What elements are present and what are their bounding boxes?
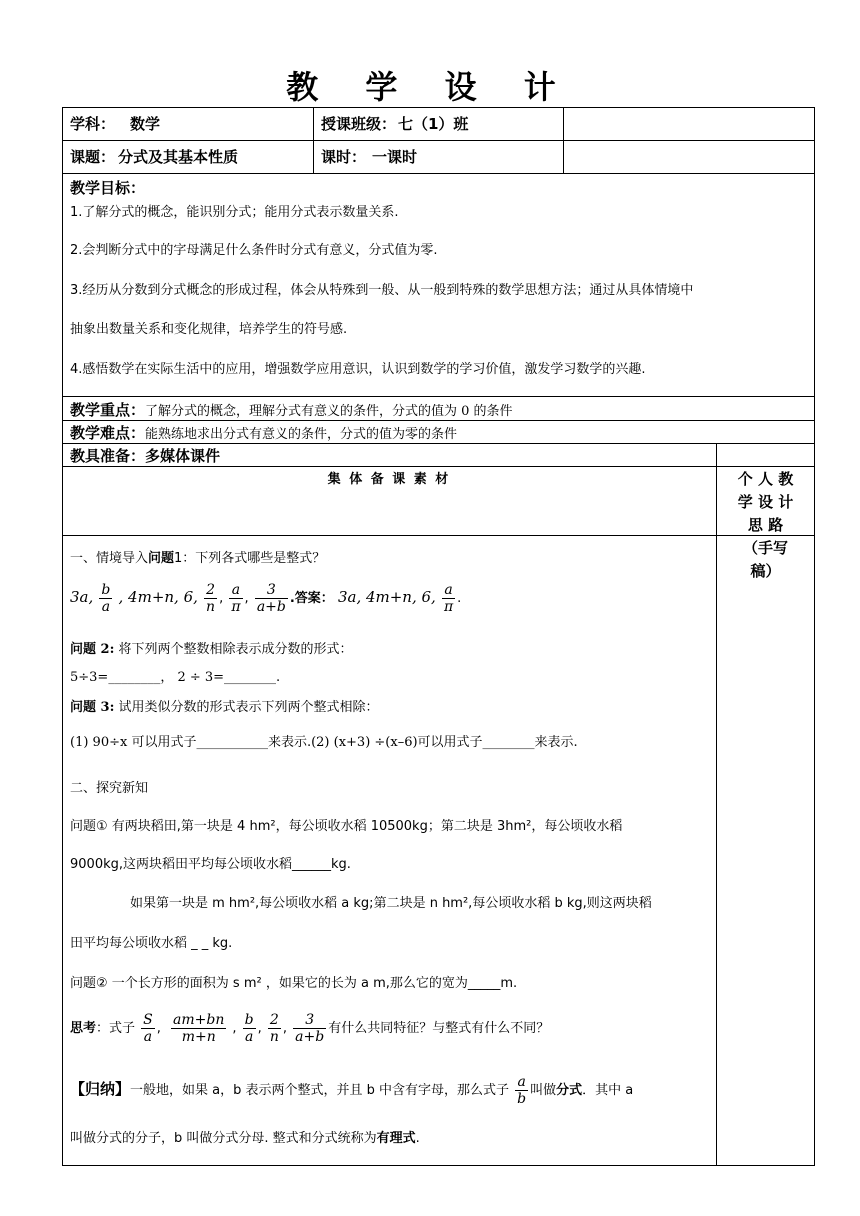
row-divider [62, 466, 815, 467]
class-label: 授课班级： [321, 115, 397, 133]
key-points-label: 教学重点： [70, 401, 146, 419]
fraction: $\frac{a}{b}$ [517, 1074, 527, 1107]
fraction: $\frac{3}{a+b}$ [295, 1012, 325, 1045]
fraction: $\frac{2}{n}$ [206, 582, 216, 615]
difficulties-value: 能熟练地求出分式有意义的条件，分式的值为零的条件 [145, 427, 458, 442]
col-divider [313, 107, 314, 173]
summary-text: ．其中 a [582, 1083, 634, 1098]
key-points-value: 了解分式的概念，理解分式有意义的条件，分式的值为 0 的条件 [145, 404, 513, 419]
summary-text: 叫做 [530, 1083, 557, 1098]
objective-item: 1.了解分式的概念，能识别分式；能用分式表示数量关系. [70, 205, 399, 220]
q1-expression-line: 3a, $\frac{b}{a}$ , 4m+n, 6, $\frac{2}{n}$ , $\frac{a}{\pi}$ , $\frac{3}{a+b}$ .答案： 3a, 4m+n, 6, $\frac{a}{\pi}$ . [70, 582, 462, 615]
row-divider [62, 443, 815, 444]
think-line: 思考：式子 $\frac{S}{a}$ , $\frac{am+bn}{m+n}$ , $\frac{b}{a}$ , $\frac{2}{n}$ , $\frac{3}{a+b}$ 有什么共同特征？与整式有什么不同？ [70, 1012, 550, 1045]
objectives-heading: 教学目标： [70, 179, 146, 197]
question-text: 试用类似分数的形式表示下列两个整式相除： [118, 700, 379, 715]
row-divider [62, 140, 815, 141]
question-text: 将下列两个整数相除表示成分数的形式： [118, 642, 353, 657]
key-points-row [70, 401, 513, 420]
question-2 [70, 642, 353, 658]
summary-term: 分式 [556, 1083, 583, 1098]
materials-value: 多媒体课件 [145, 447, 221, 465]
problem-1-text: 如果第一块是 m hm²,每公顷收水稻 a kg;第二块是 n hm²,每公顷收水稻 b kg,则这两块稻 [130, 896, 652, 911]
fraction: $\frac{a}{\pi}$ [443, 582, 454, 615]
hours-label: 课时： [321, 148, 367, 166]
problem-1-text: 9000kg,这两块稻田平均每公顷收水稻______kg. [70, 857, 351, 872]
difficulties-label: 教学难点： [70, 424, 146, 442]
fraction: $\frac{b}{a}$ [101, 582, 111, 615]
fraction: $\frac{3}{a+b}$ [256, 582, 286, 615]
side-note-line: 稿） [750, 562, 781, 580]
side-heading-line: 学 设 计 [737, 493, 794, 511]
side-heading-line: 个 人 教 [737, 470, 794, 488]
intro-question-1 [70, 551, 325, 567]
summary-line-1 [70, 1074, 633, 1107]
row-divider [62, 173, 815, 174]
answer-label: .答案： [289, 591, 334, 606]
objective-item: 4.感悟数学在实际生活中的应用，增强数学应用意识，认识到数学的学习价值，激发学习数学的兴趣. [70, 362, 646, 377]
row-divider [62, 396, 815, 397]
question-text: 1：下列各式哪些是整式？ [174, 551, 326, 566]
fraction: $\frac{am+bn}{m+n}$ [173, 1012, 225, 1045]
objective-item: 3.经历从分数到分式概念的形成过程，体会从特殊到一般、从一般到特殊的数学思想方法；通过从具体情境中 [70, 283, 694, 298]
problem-1-text: 田平均每公顷收水稻 _ _ kg. [70, 936, 233, 951]
section-heading: 二、探究新知 [70, 781, 149, 796]
fraction: $\frac{S}{a}$ [143, 1012, 153, 1045]
summary-text: 叫做分式的分子，b 叫做分式分母. 整式和分式统称为 [70, 1131, 377, 1146]
lesson-plan-table [62, 107, 815, 1166]
side-note-line: （手写 [742, 539, 788, 557]
think-label: 思考 [70, 1021, 97, 1036]
expression: 3a, [70, 588, 94, 606]
think-text: ：式子 [96, 1021, 136, 1036]
hours-value: 一课时 [372, 148, 418, 166]
objective-item: 2.会判断分式中的字母满足什么条件时分式有意义，分式值为零. [70, 243, 438, 258]
fraction: $\frac{a}{\pi}$ [231, 582, 241, 615]
subject-label: 学科： [70, 115, 116, 133]
side-heading-line: 思 路 [747, 516, 784, 534]
fraction: $\frac{2}{n}$ [269, 1012, 279, 1045]
col-divider [563, 107, 564, 173]
page-title: 教 学 设 计 [286, 68, 574, 106]
question-3 [70, 700, 379, 716]
think-text: 有什么共同特征？与整式有什么不同？ [328, 1021, 550, 1036]
fraction: $\frac{b}{a}$ [244, 1012, 254, 1045]
summary-line-2 [70, 1131, 420, 1147]
summary-text: 一般地，如果 a，b 表示两个整式，并且 b 中含有字母，那么式子 [130, 1083, 510, 1098]
difficulties-row [70, 424, 457, 443]
summary-label: 【归纳】 [70, 1080, 131, 1098]
subject-value: 数学 [130, 115, 161, 133]
row-divider [62, 535, 815, 536]
question-label: 问题 2: [70, 642, 115, 657]
summary-term: 有理式 [376, 1131, 416, 1146]
problem-2-text: 问题② 一个长方形的面积为 s m² ，如果它的长为 a m,那么它的宽为_____m. [70, 976, 518, 991]
summary-text: . [415, 1131, 420, 1146]
topic-label: 课题： [70, 148, 116, 166]
question-2-expression: 5÷3=________， 2 ÷ 3=________. [70, 670, 281, 685]
problem-1-text: 问题① 有两块稻田,第一块是 4 hm²，每公顷收水稻 10500kg；第二块是 3hm²，每公顷收水稻 [70, 819, 623, 834]
section-label: 一、情境导入 [70, 551, 149, 566]
topic-value: 分式及其基本性质 [118, 148, 239, 166]
row-divider [62, 420, 815, 421]
main-column-heading: 集 体 备 课 素 材 [327, 472, 451, 487]
class-value: 七（1）班 [398, 115, 469, 133]
expression: , 4m+n, 6, [118, 588, 198, 606]
question-3-expression: (1) 90÷x 可以用式子___________来表示.(2) (x+3) ÷(x–6)可以用式子________来表示. [70, 735, 578, 750]
question-label: 问题 [148, 551, 175, 566]
materials-row [70, 447, 220, 465]
objective-item: 抽象出数量关系和变化规律，培养学生的符号感. [70, 322, 348, 337]
question-label: 问题 3: [70, 700, 115, 715]
answer-expression: 3a, 4m+n, 6, [337, 588, 436, 606]
materials-label: 教具准备： [70, 447, 146, 465]
